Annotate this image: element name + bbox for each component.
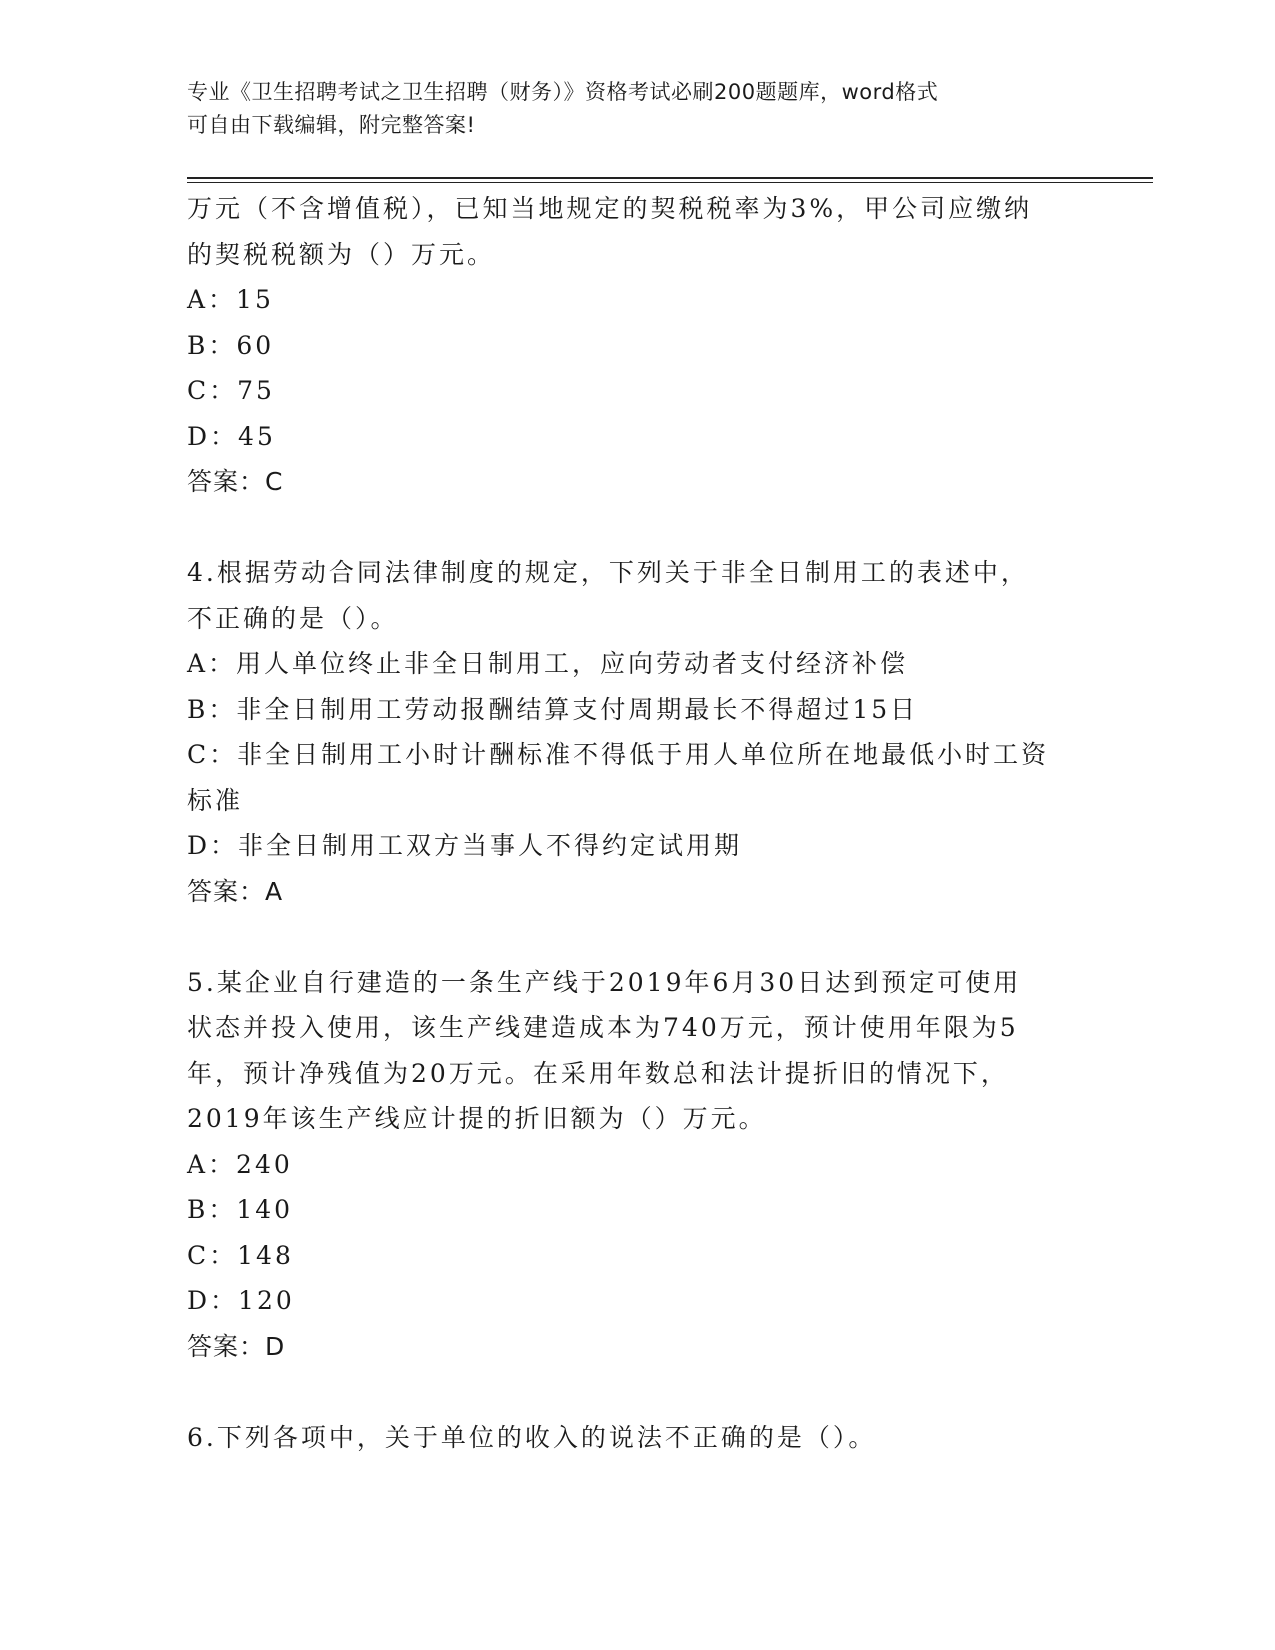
question-stem: 万元（不含增值税），已知当地规定的契税税率为3%，甲公司应缴纳 xyxy=(187,194,1033,223)
question-stem: 2019年该生产线应计提的折旧额为（）万元。 xyxy=(187,1104,767,1133)
question-stem: 4.根据劳动合同法律制度的规定，下列关于非全日制用工的表述中， xyxy=(187,558,1029,587)
option-a: A：用人单位终止非全日制用工，应向劳动者支付经济补偿 xyxy=(187,649,909,678)
option-d: D：120 xyxy=(187,1286,295,1315)
question-6 xyxy=(187,1415,1087,1461)
option-c: C：75 xyxy=(187,376,275,405)
question-stem: 的契税税额为（）万元。 xyxy=(187,239,496,269)
question-stem: 不正确的是（）。 xyxy=(187,603,399,633)
option-b: B：60 xyxy=(187,330,275,360)
question-4 xyxy=(187,550,1087,914)
spacer xyxy=(187,1369,1087,1415)
question-5 xyxy=(187,960,1087,1370)
header-title-line1: 专业《卫生招聘考试之卫生招聘（财务）》资格考试必刷200题题库，word格式 xyxy=(187,80,939,104)
spacer xyxy=(187,505,1087,551)
option-a: A：15 xyxy=(187,285,274,314)
option-c: C：非全日制用工小时计酬标准不得低于用人单位所在地最低小时工资 xyxy=(187,740,1050,769)
option-b: B：140 xyxy=(187,1195,294,1224)
question-stem: 5.某企业自行建造的一条生产线于2019年6月30日达到预定可使用 xyxy=(187,967,1022,997)
option-d: D：45 xyxy=(187,421,276,451)
spacer xyxy=(187,914,1087,960)
answer-line: 答案：C xyxy=(187,467,284,496)
option-d: D：非全日制用工双方当事人不得约定试用期 xyxy=(187,831,743,860)
answer-line: 答案：A xyxy=(187,876,284,906)
question-3 xyxy=(187,186,1087,505)
header-divider xyxy=(187,177,1153,183)
header-title-line2: 可自由下载编辑，附完整答案! xyxy=(187,113,476,137)
question-stem: 6.下列各项中，关于单位的收入的说法不正确的是（）。 xyxy=(187,1422,877,1452)
document-header xyxy=(187,76,1087,142)
answer-line: 答案：D xyxy=(187,1331,286,1361)
question-stem: 状态并投入使用，该生产线建造成本为740万元，预计使用年限为5 xyxy=(187,1013,1019,1042)
option-b: B：非全日制用工劳动报酬结算支付周期最长不得超过15日 xyxy=(187,694,919,724)
option-c: C：148 xyxy=(187,1240,294,1270)
question-stem: 年，预计净残值为20万元。在采用年数总和法计提折旧的情况下， xyxy=(187,1058,1009,1088)
option-a: A：240 xyxy=(187,1149,293,1179)
document-body xyxy=(187,186,1087,1460)
option-c-continued: 标准 xyxy=(187,785,244,815)
